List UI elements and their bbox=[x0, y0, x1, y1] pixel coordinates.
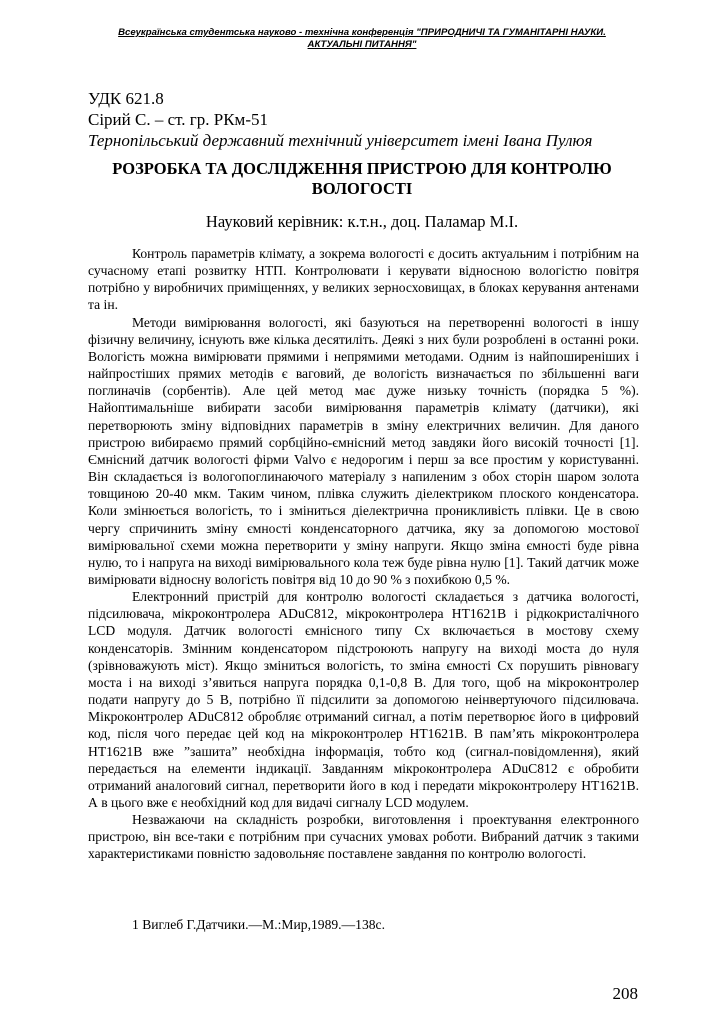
page-number: 208 bbox=[612, 984, 638, 1003]
paragraph-4: Незважаючи на складність розробки, виготовлення і проектування електронного пристрою, він все-таки є потрібним при сучасних умовах роботи. Вибраний датчик з такими характеристиками повністю задовольняє поставлене завдання по контролю вологості. bbox=[88, 812, 639, 862]
paragraph-2: Методи вимірювання вологості, які базуються на перетворенні вологості в іншу фізичну величину, існують вже кілька десятиліть. Деякі з них були розроблені в останні роки. Вологість можна вимірювати прямими і непрямими методами. Одним із найпоширеніших і найпростіших прямих методів є ваговий, де вологість визначається по збільшенні ваги поглиначів (сорбентів). Але цей метод має дуже низьку точність (порядка 5 %). Найоптимальніше вибирати засоби вимірювання параметрів клімату (датчики), які перетворюють зміну відповідних параметрів в зміну електричних величин. Для даного пристрою вибираємо прямий сорбційно-ємнісний метод завдяки його високій точності [1]. Ємнісний датчик вологості фірми Valvo є недорогим і перш за все простим у користуванні. Він складається із вологопоглинаючого матеріалу з напиленим з обох сторін шаром золота товщиною 20-40 мкм. Таким чином, плівка служить діелектриком плоского конденсатора. Коли змінюється вологість, то і зміниться діелектрична проникливість плівки. Це в свою чергу спричинить зміну ємності конденсаторного датчика, яку за допомогою мостової вимірювальної схеми можна перетворити у зміну напруги. Якщо зміна ємності буде рівна нулю, то і напруга на виході вимірювального кола теж буде рівна нулю [1]. Такий датчик може вимірювати відносну вологість повітря від 10 до 90 % з похибкою 0,5 %. bbox=[88, 314, 639, 587]
paper-body bbox=[88, 245, 639, 863]
paragraph-3: Електронний пристрій для контролю вологості складається з датчика вологості, підсилювача, мікроконтролера ADuC812, мікроконтролера HT1621B і рідкокристалічного LCD модуля. Датчик вологості ємнісного типу Cx включається в мостову схему конденсаторів. Змінним конденсатором підстроюють напругу на виході моста до нуля (зрівноважують міст). Якщо зміниться вологість, то зміна ємності Cx порушить рівновагу моста і на виході з’явиться напруга порядка 0,1-0,8 В. Для того, щоб на мікроконтролер подати напругу до 5 В, потрібно її підсилити за допомогою неінвертуючого підсилювача. Мікроконтролер ADuC812 обробляє отриманий сигнал, а потім перетворює його в цифровий код, після чого передає цей код на мікроконтролер HT1621B. В пам’ять мікроконтролера HT1621B вже ”зашита” необхідна інформація, тобто код (сигнал-повідомлення), який передається на елементи індикації. Завданням мікроконтролера ADuC812 є обробити отриманий аналоговий сигнал, перетворити його в код і передати мікроконтролеру HT1621B. А в цього вже є необхідний код для видачі сигналу LCD модулем. bbox=[88, 589, 639, 810]
udk-code: УДК 621.8 bbox=[88, 89, 164, 108]
conference-header-line-1: Всеукраїнська студентська науково - технічна конференція "ПРИРОДНИЧІ ТА ГУМАНІТАРНІ НАУКИ. bbox=[118, 27, 606, 38]
supervisor: Науковий керівник: к.т.н., доц. Паламар М.І. bbox=[205, 212, 519, 231]
author: Сірий С. – ст. гр. РКм-51 bbox=[88, 110, 268, 129]
paragraph-1: Контроль параметрів клімату, а зокрема вологості є досить актуальним і потрібним на сучасному етапі розвитку НТП. Контролювати і керувати відносною вологістю повітря потрібно у виробничих приміщеннях, у великих зерносховищах, в блоках керування антенами та ін. bbox=[88, 246, 639, 313]
conference-header bbox=[60, 27, 664, 51]
conference-header-line-2: АКТУАЛЬНІ ПИТАННЯ" bbox=[307, 39, 417, 50]
reference-item: 1 Виглеб Г.Датчики.—М.:Мир,1989.—138с. bbox=[132, 917, 385, 932]
paper-meta bbox=[88, 88, 648, 151]
university: Тернопільський державний технічний університет імені Івана Пулюя bbox=[88, 131, 593, 150]
paper-title: РОЗРОБКА ТА ДОСЛІДЖЕННЯ ПРИСТРОЮ ДЛЯ КОНТРОЛЮ ВОЛОГОСТІ bbox=[112, 159, 612, 198]
